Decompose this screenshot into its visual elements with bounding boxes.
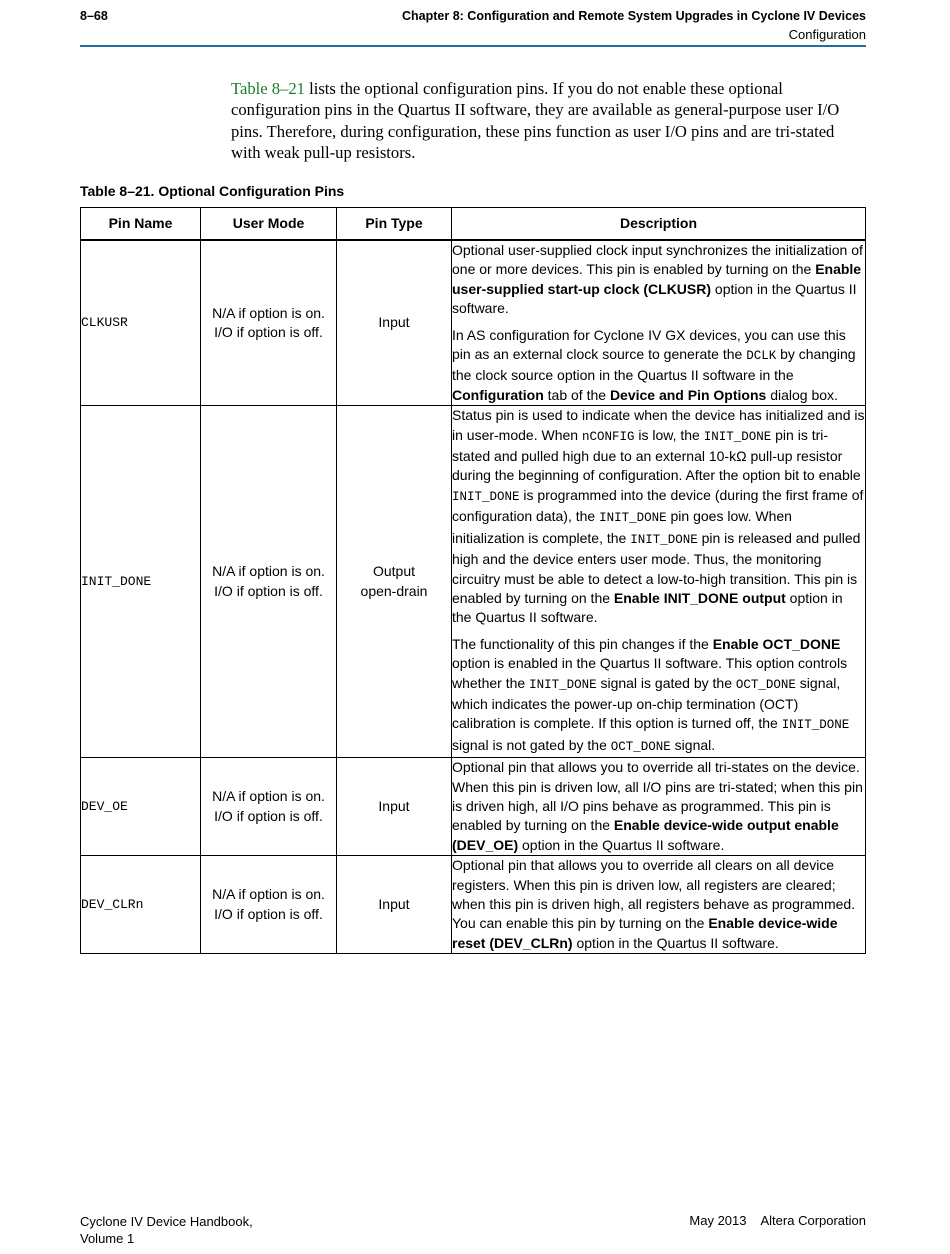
- pin-name-cell: CLKUSR: [81, 240, 201, 406]
- pin-type-line: Output: [372, 563, 416, 580]
- description-text: dialog box.: [766, 386, 838, 403]
- user-mode-line: N/A if option is on.: [212, 788, 325, 805]
- signal-name: OCT_DONE: [735, 677, 796, 692]
- option-name: Enable user-supplied start-up clock (CLKUSR): [452, 261, 862, 297]
- description-text: Optional pin that allows you to override all clears on all device registers. When this pin is driven low, all registers are cleared; when this pin is driven high, all registers behave as programmed. You can enable this pin by turning on the: [452, 857, 856, 932]
- description-text: pin is released and pulled high and the device enters user mode. Thus, the monitoring circuitry must be able to detect a low-to-high transition. This pin is enabled by turning on the: [452, 529, 861, 606]
- signal-name: INIT_DONE: [703, 429, 772, 444]
- footer-publisher: [689, 1213, 866, 1228]
- option-name: Device and Pin Options: [609, 386, 767, 403]
- signal-name: OCT_DONE: [610, 739, 671, 754]
- description-text: option is enabled in the Quartus II software. This option controls whether the: [452, 655, 848, 691]
- pin-name-cell: DEV_CLRn: [81, 856, 201, 954]
- table-cross-reference-link[interactable]: Table 8–21: [231, 79, 305, 98]
- user-mode-cell: [201, 406, 337, 758]
- column-header-description: Description: [452, 208, 866, 241]
- column-header-user-mode: User Mode: [201, 208, 337, 241]
- description-text: option in the Quartus II software.: [572, 934, 779, 951]
- pin-type-cell: [337, 758, 452, 856]
- pin-type-line: Input: [378, 896, 410, 912]
- footer-company: Altera Corporation: [760, 1213, 866, 1228]
- footer-handbook-line: Cyclone IV Device Handbook,: [80, 1214, 253, 1229]
- description-cell: [452, 856, 866, 954]
- user-mode-line: I/O if option is off.: [214, 582, 323, 599]
- description-text: Status pin is used to indicate when the device has initialized and is in user-mode. When: [452, 407, 865, 443]
- description-text: In AS configuration for Cyclone IV GX devices, you can use this pin as an external clock source to generate the: [452, 326, 846, 363]
- user-mode-line: N/A if option is on.: [212, 563, 325, 580]
- description-text: The functionality of this pin changes if the: [452, 635, 713, 652]
- signal-name: INIT_DONE: [452, 489, 520, 504]
- description-cell: [452, 406, 866, 758]
- header-rule: [80, 45, 866, 47]
- description-paragraph: [452, 635, 865, 757]
- description-text: option in the Quartus II software.: [518, 836, 725, 853]
- signal-name: INIT_DONE: [599, 511, 667, 526]
- description-text: is programmed into the device (during the first frame of configuration data), the: [452, 486, 864, 525]
- optional-configuration-pins-table: [80, 207, 866, 954]
- description-text: Optional pin that allows you to override all tri-states on the device. When this pin is driven low, all I/O pins are tri-stated; when this pin is driven high, all I/O pins behave as programmed. This pin is enabled by turning on the: [452, 759, 863, 834]
- signal-name: nCONFIG: [581, 429, 635, 444]
- table-row-dev-oe: [81, 758, 866, 856]
- user-mode-line: I/O if option is off.: [214, 807, 323, 824]
- description-text: pin goes low. When initialization is complete, the: [452, 508, 792, 546]
- description-text: pin is tri-stated and pulled high due to an external 10-kΩ pull-up resistor during the beginning of configuration. After the option bit to enable: [452, 426, 861, 484]
- signal-name: DCLK: [746, 349, 777, 364]
- pin-type-line: Input: [378, 797, 410, 814]
- chapter-title: Chapter 8: Configuration and Remote System Upgrades in Cyclone IV Devices: [402, 9, 866, 23]
- user-mode-cell: [201, 856, 337, 954]
- signal-name: INIT_DONE: [630, 532, 698, 547]
- table-caption: Table 8–21. Optional Configuration Pins: [80, 183, 345, 199]
- footer-date: May 2013: [689, 1213, 747, 1228]
- description-text: tab of the: [543, 386, 610, 403]
- option-name: Enable device-wide output enable (DEV_OE): [452, 817, 839, 853]
- pin-type-line: Input: [378, 314, 410, 331]
- table-header-row: [81, 208, 866, 241]
- table-row-dev-clrn: [81, 856, 866, 954]
- pin-name-cell: INIT_DONE: [81, 406, 201, 758]
- intro-paragraph: [231, 78, 861, 163]
- user-mode-line: I/O if option is off.: [214, 324, 323, 341]
- option-name: Enable INIT_DONE output: [613, 589, 786, 606]
- column-header-pin-type: Pin Type: [337, 208, 452, 241]
- description-text: signal is not gated by the: [452, 736, 611, 753]
- description-paragraph: [452, 326, 865, 406]
- description-text: Optional user-supplied clock input synchronizes the initialization of one or more devices. This pin is enabled by turning on the: [452, 242, 863, 278]
- description-paragraph: [452, 241, 865, 319]
- description-paragraph: [452, 856, 865, 953]
- pin-type-cell: [337, 856, 452, 954]
- section-title: Configuration: [788, 27, 866, 42]
- description-text: signal, which indicates the power-up on-chip termination (OCT) calibration is complete. If this option is turned off, the: [452, 674, 841, 732]
- table-row-init-done: [81, 406, 866, 758]
- option-name: Configuration: [452, 386, 544, 403]
- description-paragraph: [452, 406, 865, 627]
- description-cell: [452, 240, 866, 406]
- signal-name: INIT_DONE: [781, 718, 850, 733]
- intro-text: lists the optional configuration pins. If you do not enable these optional configuration pins in the Quartus II software, they are available as general-purpose user I/O pins. Therefore, during configuration, these pins function as user I/O pins and are tri-stated with weak pull-up resistors.: [231, 79, 840, 162]
- user-mode-line: N/A if option is on.: [212, 886, 325, 903]
- description-text: option in the Quartus II software.: [452, 280, 857, 317]
- pin-name-cell: DEV_OE: [81, 758, 201, 856]
- pin-type-cell: [337, 240, 452, 406]
- description-text: signal is gated by the: [596, 674, 736, 691]
- user-mode-line: I/O if option is off.: [214, 905, 323, 922]
- description-paragraph: [452, 758, 865, 855]
- column-header-pin-name: Pin Name: [81, 208, 201, 241]
- option-name: Enable device-wide reset (DEV_CLRn): [452, 915, 838, 951]
- description-text: signal.: [670, 736, 716, 753]
- description-text: is low, the: [634, 426, 704, 443]
- footer-handbook-title: [80, 1213, 253, 1247]
- user-mode-line: N/A if option is on.: [212, 304, 325, 321]
- pin-type-cell: [337, 406, 452, 758]
- page-number: 8–68: [80, 9, 108, 23]
- table-row-clkusr: [81, 240, 866, 406]
- signal-name: INIT_DONE: [529, 677, 597, 692]
- description-text: option in the Quartus II software.: [452, 589, 843, 626]
- description-text: by changing the clock source option in the Quartus II software in the: [452, 346, 856, 384]
- pin-type-line: open-drain: [360, 582, 428, 599]
- user-mode-cell: [201, 240, 337, 406]
- option-name: Enable OCT_DONE: [712, 635, 841, 652]
- description-cell: [452, 758, 866, 856]
- footer-volume-line: Volume 1: [80, 1231, 135, 1246]
- user-mode-cell: [201, 758, 337, 856]
